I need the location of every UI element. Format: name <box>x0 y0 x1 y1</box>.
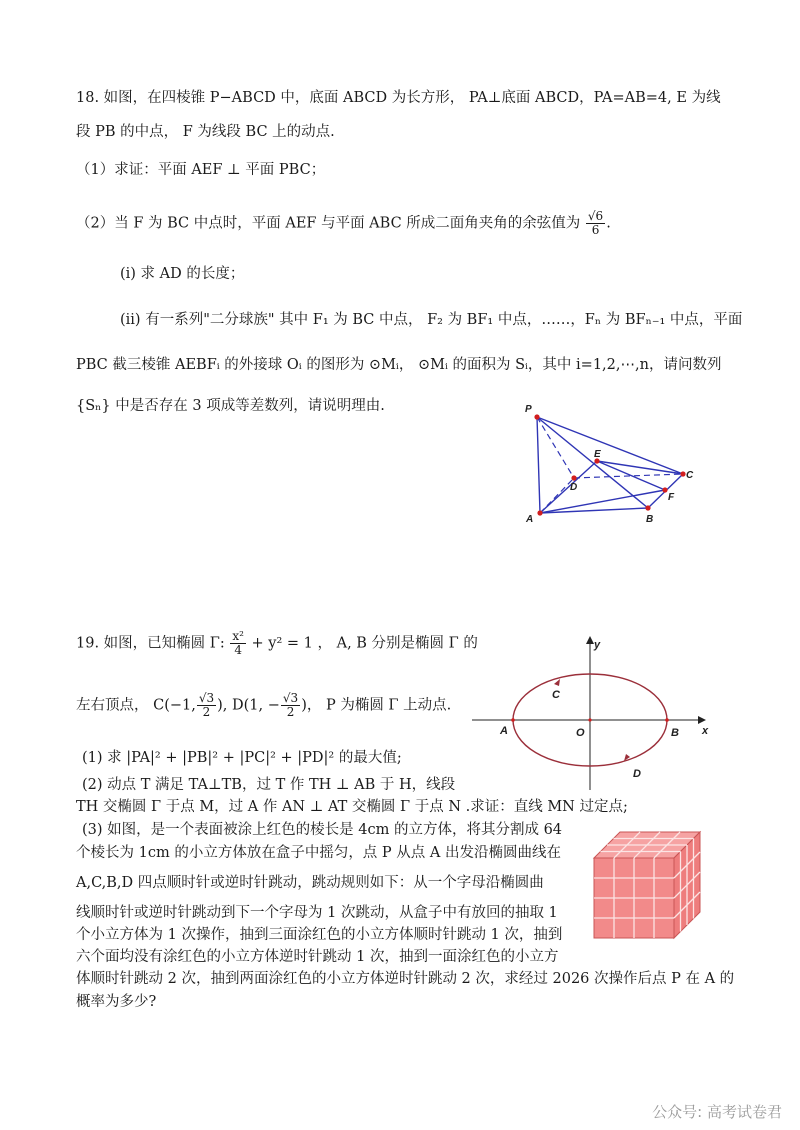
q19-part2-line-2: TH 交椭圆 Γ 于点 M，过 A 作 AN ⊥ AT 交椭圆 Γ 于点 N .求证：直线 MN 过定点; <box>76 799 628 815</box>
label-f: F <box>668 492 675 503</box>
fraction-numerator: √3 <box>198 691 215 705</box>
q19-part3-line-6: 六个面均没有涂红色的小立方体逆时针跳动 1 次，抽到一面涂红色的小立方 <box>76 949 559 965</box>
ellipse-fraction <box>230 630 246 657</box>
fraction-numerator: √6 <box>587 209 604 223</box>
point-p <box>534 414 539 419</box>
fraction-denominator: 2 <box>202 705 211 719</box>
q19-part2: (2) 动点 T 满足 TA⊥TB，过 T 作 TH ⊥ AB 于 H，线段 <box>82 777 456 793</box>
point-b <box>665 718 669 722</box>
q18-part2-text: （2）当 F 为 BC 中点时，平面 AEF 与平面 ABC 所成二面角夹角的余弦值为 <box>76 215 581 232</box>
label-p: P <box>525 404 532 415</box>
fraction-denominator: 4 <box>234 643 242 657</box>
q19-part3-line-8: 概率为多少? <box>76 994 157 1010</box>
point-o <box>588 718 591 721</box>
q18-part2-ii: (ii) 有一系列"二分球族" 其中 F₁ 为 BC 中点， F₂ 为 BF₁ 中点，……，Fₙ 为 BFₙ₋₁ 中点，平面 <box>120 312 743 328</box>
point-b <box>645 505 650 510</box>
q19-line-1 <box>76 630 478 657</box>
fraction-numerator: √3 <box>282 691 299 705</box>
point-c-fraction <box>197 692 216 719</box>
q19-part1: (1) 求 |PA|² + |PB|² + |PC|² + |PD|² 的最大值; <box>82 750 402 766</box>
red-cube-figure <box>588 826 708 948</box>
fraction-denominator: 6 <box>591 223 600 237</box>
q18-part2 <box>76 210 611 237</box>
point-c <box>680 471 685 476</box>
point-a <box>511 718 515 722</box>
q18-cos-fraction <box>586 210 605 237</box>
point-a <box>537 510 542 515</box>
label-a: A <box>526 514 534 525</box>
label-c: C <box>686 470 694 481</box>
q19-line-2-end: )， P 为椭圆 Γ 上动点. <box>301 697 452 714</box>
label-o: O <box>576 727 585 739</box>
q19-line-2-text: 左右顶点， C(−1, <box>76 697 196 714</box>
fraction-numerator: x² <box>232 629 244 643</box>
q18-part1: （1）求证：平面 AEF ⊥ 平面 PBC； <box>76 162 326 178</box>
q19-line-2-mid: ), D(1, − <box>217 697 280 714</box>
watermark: 公众号: 高考试卷君 <box>652 1103 782 1121</box>
label-c: C <box>552 689 560 701</box>
q18-part2-end: . <box>606 215 611 232</box>
q19-part3-line-3: A,C,B,D 四点顺时针或逆时针跳动，跳动规则如下：从一个字母沿椭圆曲 <box>76 875 544 891</box>
q18-line-1: 18. 如图，在四棱锥 P−ABCD 中，底面 ABCD 为长方形， PA⊥底面 ABCD，PA=AB=4, E 为线 <box>76 90 721 106</box>
q19-line-1-rest: + y² = 1 ， A, B 分别是椭圆 Γ 的 <box>251 635 478 652</box>
q18-part2-ii-line-2: PBC 截三棱锥 AEBFᵢ 的外接球 Oᵢ 的图形为 ⊙Mᵢ， ⊙Mᵢ 的面积为 Sᵢ，其中 i=1,2,⋯,n，请问数列 <box>76 357 722 373</box>
q19-part3: (3) 如图，是一个表面被涂上红色的棱长是 4cm 的立方体，将其分割成 64 <box>82 822 563 838</box>
label-a: A <box>500 725 508 737</box>
ellipse-figure <box>470 630 720 795</box>
point-d <box>571 475 576 480</box>
label-b: B <box>671 727 679 739</box>
label-b: B <box>646 514 654 525</box>
label-d: D <box>633 768 641 780</box>
point-d-fraction <box>281 692 300 719</box>
q18-line-2: 段 PB 的中点， F 为线段 BC 上的动点. <box>76 124 335 140</box>
q18-part2-ii-line-3: {Sₙ} 中是否存在 3 项成等差数列，请说明理由. <box>76 398 385 414</box>
label-d: D <box>570 482 578 493</box>
q19-line-2 <box>76 692 451 719</box>
axis-x-label: x <box>702 725 709 737</box>
fraction-denominator: 2 <box>286 705 295 719</box>
pyramid-figure <box>500 398 720 568</box>
q19-part3-line-4: 线顺时针或逆时针跳动到下一个字母为 1 次跳动，从盒子中有放回的抽取 1 <box>76 905 558 921</box>
q18-part2-i: (i) 求 AD 的长度； <box>120 266 245 282</box>
axis-y-label: y <box>594 639 601 651</box>
label-e: E <box>594 449 601 460</box>
q19-part3-line-5: 个小立方体为 1 次操作，抽到三面涂红色的小立方体顺时针跳动 1 次，抽到 <box>76 927 563 943</box>
q19-part3-line-7: 体顺时针跳动 2 次，抽到两面涂红色的小立方体逆时针跳动 2 次，求经过 2026 次操作后点 P 在 A 的 <box>76 971 735 987</box>
q19-part3-line-2: 个棱长为 1cm 的小立方体放在盒子中摇匀，点 P 从点 A 出发沿椭圆曲线在 <box>76 845 561 861</box>
q19-line-1-text: 19. 如图，已知椭圆 Γ: <box>76 635 225 652</box>
point-f <box>662 487 667 492</box>
